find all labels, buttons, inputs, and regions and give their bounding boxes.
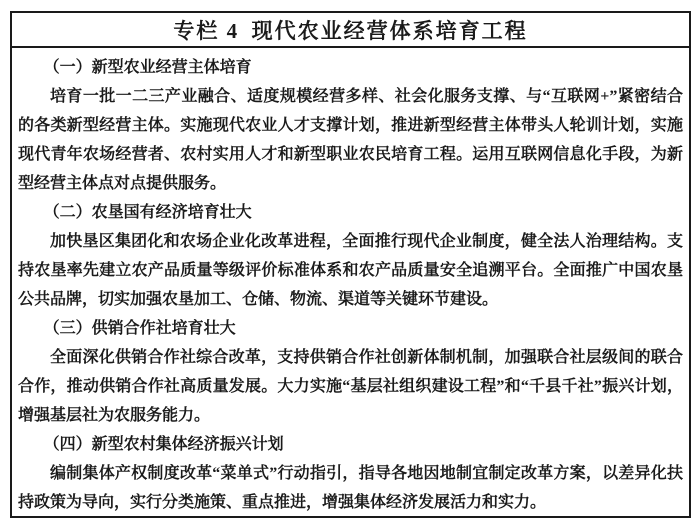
section-paragraph: 培育一批一二三产业融合、适度规模经营多样、社会化服务支撑、与“互联网+”紧密结合的各类新型经营主体。实施现代农业人才支撑计划，推进新型经营主体带头人轮训计划，实施现代青年农场经营者、农村实用人才和新型职业农民培育工程。运用互联网信息化手段，为新型经营主体点对点提供服务。 xyxy=(18,88,683,192)
panel-title xyxy=(12,13,689,48)
section-heading: （二）农垦国有经济培育壮大 xyxy=(43,204,252,221)
section-heading: （一）新型农业经营主体培育 xyxy=(43,59,252,76)
section-2 xyxy=(18,198,683,314)
section-heading: （四）新型农村集体经济振兴计划 xyxy=(43,436,284,453)
panel-title-name: 现代农业经营体系培育工程 xyxy=(251,18,528,43)
section-1 xyxy=(18,53,683,198)
section-4 xyxy=(18,430,683,517)
section-paragraph: 编制集体产权制度改革“菜单式”行动指引，指导各地因地制宜制定改革方案，以差异化扶持政策为导向，实行分类施策、重点推进，增强集体经济发展活力和实力。 xyxy=(18,465,683,511)
column-box xyxy=(10,11,691,518)
section-paragraph: 加快垦区集团化和农场企业化改革进程，全面推行现代企业制度，健全法人治理结构。支持农垦率先建立农产品质量等级评价标准体系和农产品质量安全追溯平台。全面推广中国农垦公共品牌，切实加强农垦加工、仓储、物流、渠道等关键环节建设。 xyxy=(18,233,683,308)
panel-body xyxy=(12,48,689,517)
section-3 xyxy=(18,314,683,430)
section-heading: （三）供销合作社培育壮大 xyxy=(43,320,236,337)
panel-title-prefix: 专栏 4 xyxy=(173,18,240,43)
section-paragraph: 全面深化供销合作社综合改革，支持供销合作社创新体制机制，加强联合社层级间的联合合作，推动供销合作社高质量发展。大力实施“基层社组织建设工程”和“千县千社”振兴计划，增强基层社为农服务能力。 xyxy=(18,349,683,424)
